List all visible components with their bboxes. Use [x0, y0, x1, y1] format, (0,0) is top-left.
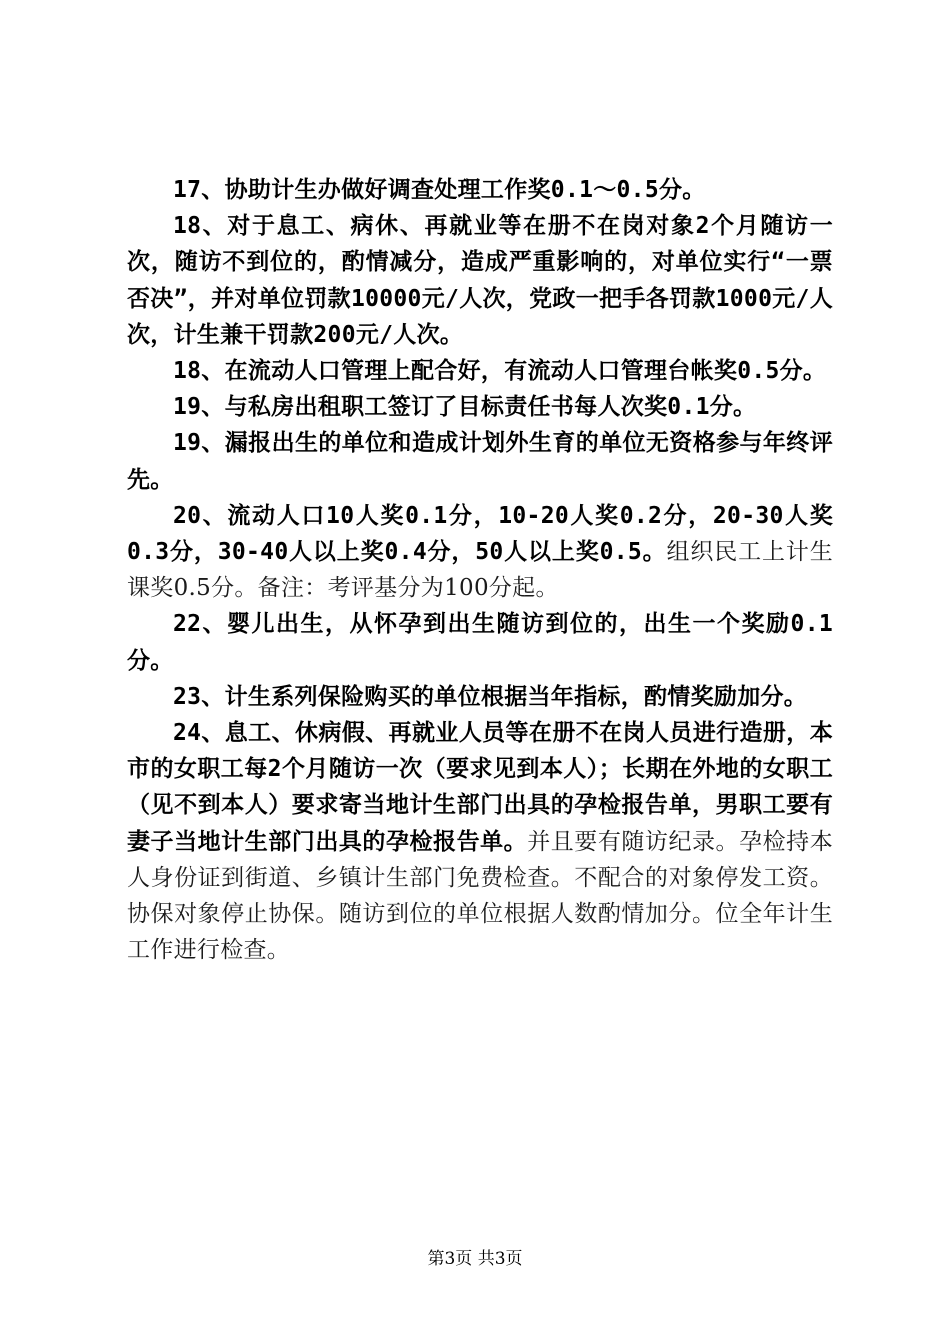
paragraph-23 [127, 679, 833, 715]
paragraph-text: 18、对于息工、病休、再就业等在册不在岗对象2个月随访一次，随访不到位的，酌情减分，造成严重影响的，对单位实行“一票否决”，并对单位罚款10000元/人次，党政一把手各罚款1000元/人次，计生兼干罚款200元/人次。 [127, 213, 833, 348]
paragraph-text: 22、婴儿出生，从怀孕到出生随访到位的，出生一个奖励0.1分。 [127, 611, 833, 674]
paragraph-text-tail: 并且要有随访纪录。孕检持本人身份证到街道、乡镇计生部门免费检查。不配合的对象停发工资。协保对象停止协保。随访到位的单位根据人数酌情加分。位全年计生工作进行检查。 [127, 828, 833, 964]
paragraph-20 [127, 498, 833, 607]
paragraph-text: 23、计生系列保险购买的单位根据当年指标，酌情奖励加分。 [173, 683, 808, 710]
paragraph-22 [127, 606, 833, 678]
paragraph-18b [127, 353, 833, 389]
paragraph-text: 19、漏报出生的单位和造成计划外生育的单位无资格参与年终评先。 [127, 430, 833, 493]
paragraph-text: 19、与私房出租职工签订了目标责任书每人次奖0.1分。 [173, 394, 757, 421]
document-body [127, 172, 833, 968]
paragraph-text: 20、流动人口10人奖0.1分，10-20人奖0.2分，20-30人奖0.3分，30-40人以上奖0.4分，50人以上奖0.5。 [127, 502, 833, 566]
paragraph-19a [127, 389, 833, 425]
page-number-footer: 第3页 共3页 [427, 1249, 523, 1269]
paragraph-text: 18、在流动人口管理上配合好，有流动人口管理台帐奖0.5分。 [173, 358, 827, 385]
paragraph-text: 17、协助计生办做好调查处理工作奖0.1～0.5分。 [173, 177, 706, 203]
paragraph-17 [127, 172, 833, 208]
paragraph-text: 24、息工、休病假、再就业人员等在册不在岗人员进行造册，本市的女职工每2个月随访一次（要求见到本人）；长期在外地的女职工（见不到本人）要求寄当地计生部门出具的孕检报告单，男职工要有妻子当地计生部门出具的孕检报告单。 [127, 720, 833, 855]
paragraph-text-tail: 组织民工上计生课奖0.5分。备注：考评基分为100分起。 [127, 539, 833, 602]
paragraph-24 [127, 715, 833, 968]
paragraph-18a [127, 208, 833, 353]
paragraph-19b [127, 425, 833, 497]
